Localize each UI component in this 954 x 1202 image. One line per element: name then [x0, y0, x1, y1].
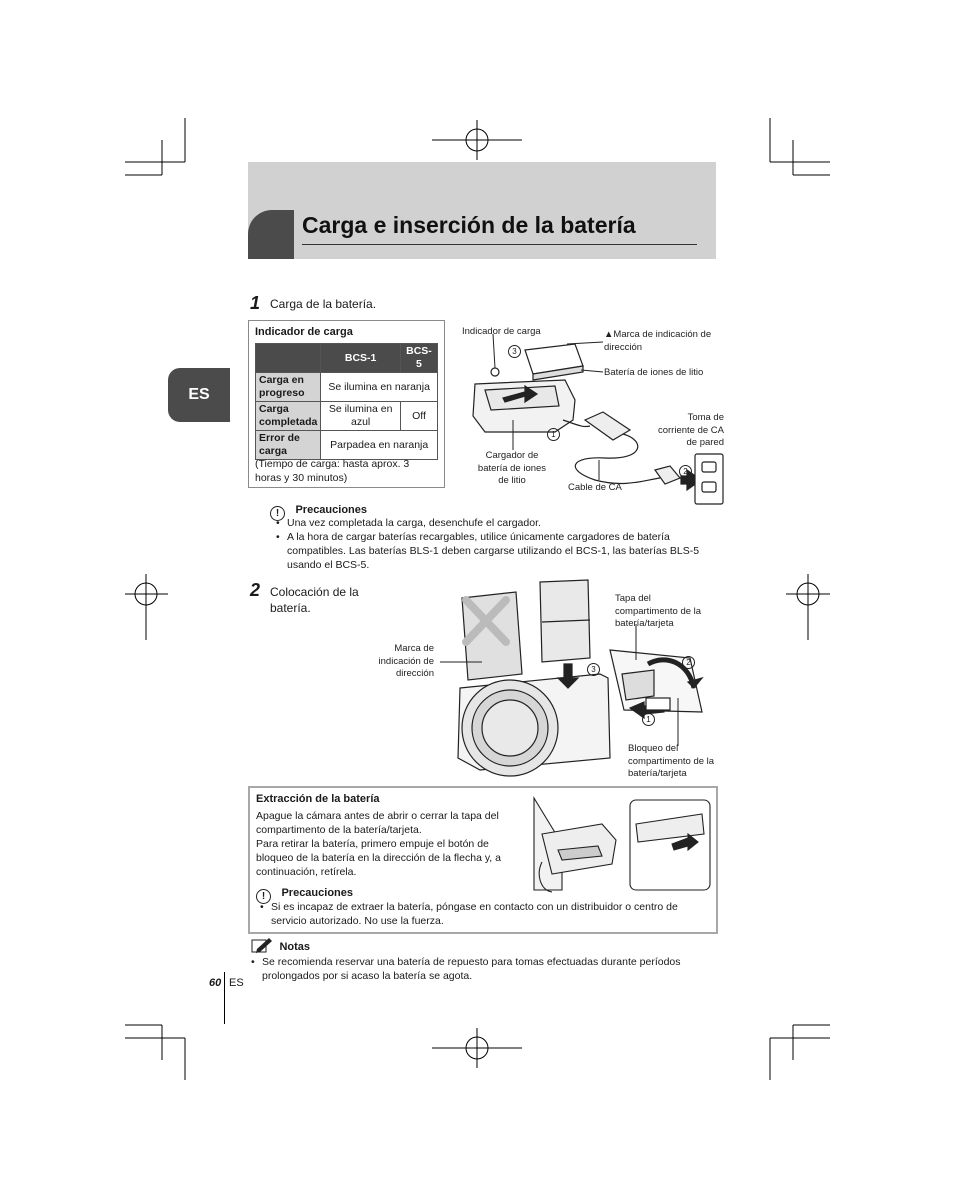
removal-text-2: Para retirar la batería, primero empuje el botón de bloqueo de la batería en la dirección de la flecha y, a continuación, retírela. — [256, 838, 501, 878]
table-row — [256, 431, 438, 460]
step-1-label: Carga de la batería. — [270, 297, 377, 311]
notes-list — [249, 955, 719, 983]
label-charger: Cargador de batería de iones de litio — [477, 450, 547, 486]
table-cell: Parpadea en naranja — [321, 431, 438, 460]
removal-precautions-title: Precauciones — [281, 887, 353, 899]
list-item: • A la hora de cargar baterías recargables, utilice únicamente cargadores de batería compatibles. Las baterías BLS-1 deben cargarse utilizando el BCS-1, las baterías BLS-5 usando el BCS-5. — [274, 530, 710, 572]
callout-3: 3 — [508, 345, 521, 358]
page-number: 60 — [209, 977, 222, 989]
footer-lang: ES — [229, 977, 244, 989]
label-wall-outlet: Toma de corriente de CA de pared — [657, 412, 724, 448]
table-row — [256, 373, 438, 402]
table-cell: Se ilumina en naranja — [321, 373, 438, 402]
charge-indicator-title: Indicador de carga — [255, 326, 353, 338]
table-header: BCS-1 — [321, 344, 401, 373]
table-header: BCS-5 — [400, 344, 437, 373]
precautions-1-list — [274, 516, 710, 572]
language-tab: ES — [168, 368, 230, 422]
title-rule — [302, 244, 697, 245]
table-cell: Off — [400, 402, 437, 431]
table-cell: Error de carga — [256, 431, 321, 460]
callout-3: 3 — [587, 663, 600, 676]
label-ac-cable: Cable de CA — [568, 482, 622, 493]
label-direction-mark: ▲Marca de indicación de dirección — [604, 329, 712, 353]
table-cell: Carga en progreso — [256, 373, 321, 402]
callout-2: 2 — [682, 656, 695, 669]
footer-divider — [224, 972, 225, 1024]
label-battery-direction-mark: Marca de indicación de dirección — [378, 643, 434, 679]
callout-1: 1 — [547, 428, 560, 441]
page-title: Carga e inserción de la batería — [302, 212, 636, 238]
table-header-row — [256, 344, 438, 373]
list-item: • Una vez completada la carga, desenchufe el cargador. — [274, 516, 710, 530]
list-item: • Se recomienda reservar una batería de repuesto para tomas efectuadas durante períodos prolongados por si acaso la batería se agota. — [249, 955, 719, 983]
step-2-label: Colocación de la batería. — [270, 585, 359, 615]
step-1-number: 1 — [250, 293, 261, 313]
battery-removal-box — [248, 786, 718, 934]
notes-header — [251, 937, 310, 955]
label-compartment-cover: Tapa del compartimento de la batería/tarjeta — [615, 593, 702, 629]
table-cell: Carga completada — [256, 402, 321, 431]
label-battery: Batería de iones de litio — [604, 367, 704, 378]
table-row — [256, 402, 438, 431]
charge-indicator-box — [248, 320, 445, 488]
step-2-number: 2 — [250, 580, 261, 600]
list-item: • Si es incapaz de extraer la batería, póngase en contacto con un distribuidor o centro de servicio autorizado. No use la fuerza. — [258, 900, 708, 928]
removal-text-1: Apague la cámara antes de abrir o cerrar la tapa del compartimento de la batería/tarjeta. — [256, 810, 499, 836]
warning-icon: ! — [270, 506, 285, 521]
charge-time-note: (Tiempo de carga: hasta aprox. 3 horas y 30 minutos) — [255, 458, 410, 484]
charge-indicator-table — [255, 343, 438, 460]
callout-1: 1 — [642, 713, 655, 726]
notes-pencil-icon — [251, 937, 273, 953]
removal-title: Extracción de la batería — [256, 793, 380, 805]
table-header — [256, 344, 321, 373]
notes-title: Notas — [279, 941, 311, 953]
label-compartment-lock: Bloqueo del compartimento de la batería/tarjeta — [628, 743, 715, 779]
removal-diagram — [532, 794, 712, 894]
table-cell: Se ilumina en azul — [321, 402, 401, 431]
header-tab — [248, 210, 294, 259]
precautions-1-title: Precauciones — [295, 504, 367, 516]
label-charge-indicator: Indicador de carga — [462, 326, 541, 337]
removal-precautions-list — [258, 900, 708, 928]
warning-icon: ! — [256, 889, 271, 904]
callout-2: 2 — [679, 465, 692, 478]
